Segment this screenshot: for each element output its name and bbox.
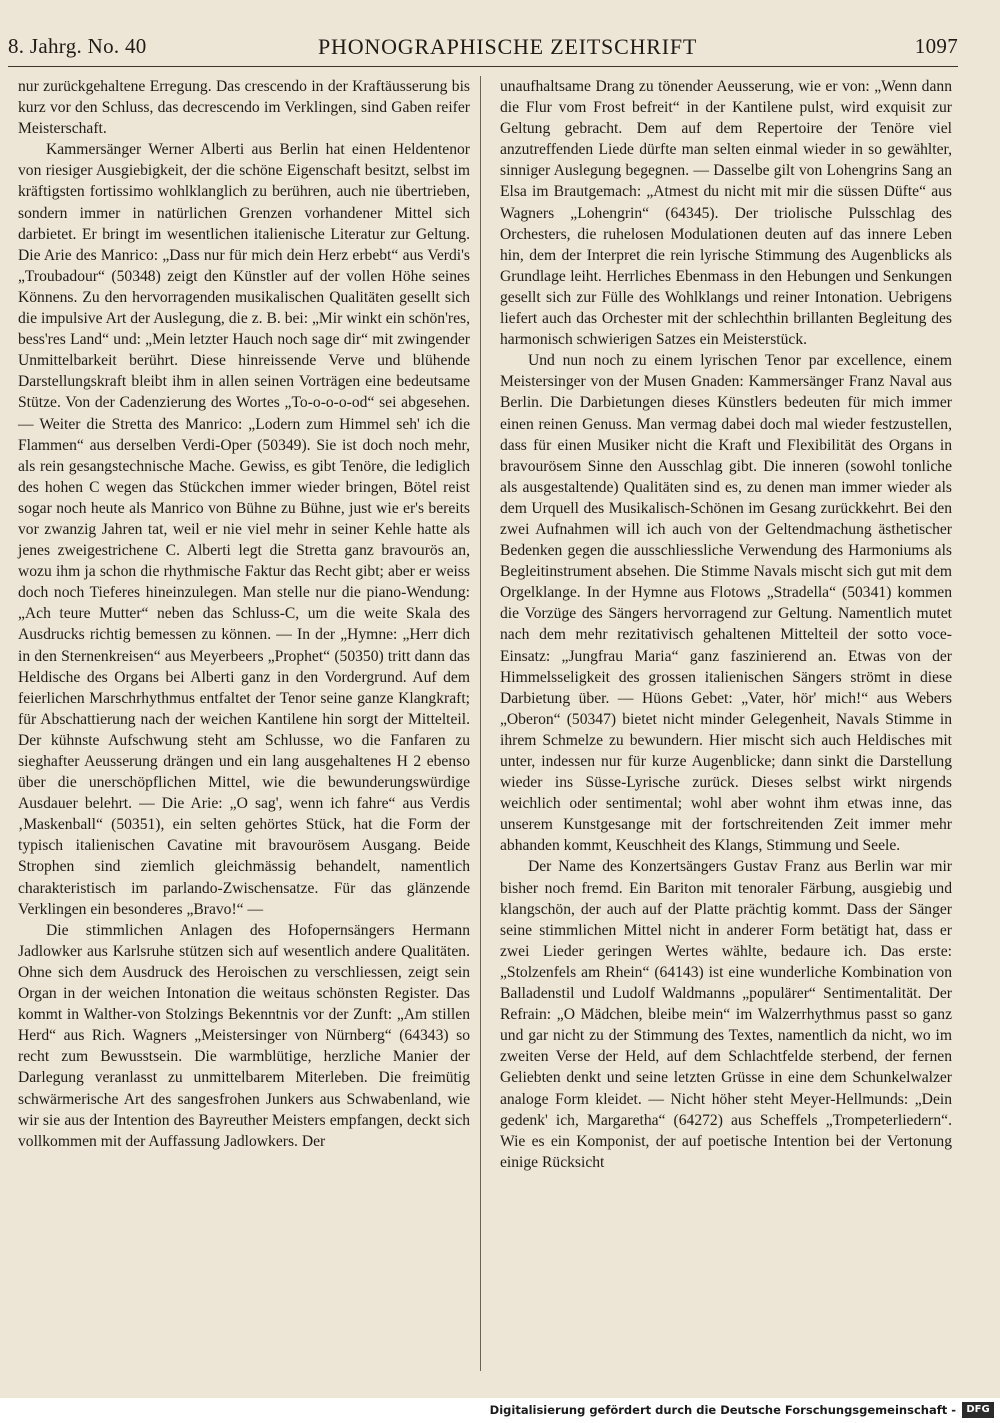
page-header [8,34,958,70]
dfg-logo: DFG [962,1402,994,1418]
paragraph: Der Name des Konzertsängers Gustav Franz aus Berlin war mir bisher noch fremd. Ein Bariton mit tenoraler Färbung, ausgiebig und klangschön, der auch auf der Platte prächtig kommt. Dass der Sänger seine stimmlichen Mittel nicht in anderer Form betätigt hat, dass er zwei Lieder geringen Wertes wählte, bedaure ich. Das erste: „Stolzenfels am Rhein“ (64143) ist eine wunderliche Kombination von Balladenstil und Ludolf Waldmanns „populärer“ Sentimentalität. Der Refrain: „O Mädchen, bleibe mein“ im Walzerrhythmus passt so ganz und gar nicht zu der Stimmung des Textes, namentlich da nicht, wo im zweiten Verse der Held, auf dem Schlachtfelde sterbend, der fernen Geliebten denkt und seine letzten Grüsse in eine dem Schunkelwalzer analoge Form kleidet. — Nicht höher steht Meyer-Hellmunds: „Dein gedenk' ich, Margaretha“ (64272) aus Scheffels „Trompeterliedern“. Wie es ein Komponist, der auf poetische Intention bei der Vertonung einige Rücksicht [500,858,952,1171]
right-column [500,76,952,1173]
column-divider [480,76,481,1371]
paragraph: Die stimmlichen Anlagen des Hofopernsängers Hermann Jadlowker aus Karlsruhe stützen sich auf wesentlich andere Qualitäten. Ohne sich dem Ausdruck des Heroischen zu verschliessen, zeigt sein Organ in der weichen Intonation die weitaus schönsten Register. Das kommt in Walther-von Stolzings Bekenntnis vor der Zunft: „Am stillen Herd“ aus Rich. Wagners „Meistersinger von Nürnberg“ (64343) so recht zum Bewusstsein. Die warmblütige, herzliche Manier der Darlegung veranlasst zu unmittelbarem Miterleben. Die freimütig schwärmerische Art des sangesfrohen Junkers aus Schwabenland, wie wir sie aus der Intention des Bayreuther Meisters empfangen, deckt sich vollkommen mit der Auffassung Jadlowkers. Der [18,921,470,1150]
paragraph: nur zurückgehaltene Erregung. Das crescendo in der Kraftäusserung bis kurz vor den Schluss, das decrescendo im Verklingen, sind Gaben reifer Meisterschaft. [18,78,470,138]
digitization-footer [0,1398,1000,1423]
issue-label: 8. Jahrg. No. 40 [8,34,147,58]
page-number: 1097 [914,34,958,58]
paragraph: Und nun noch zu einem lyrischen Tenor par excellence, einem Meistersinger von der Musen Gnaden: Kammersänger Franz Naval aus Berlin. Die Darbietungen dieses Künstlers bedeuten für mich immer einen reinen Genuss. Man vermag dabei doch mal wieder festzustellen, dass für einen Musiker nicht die Kraft und Flexibilität des Organs in bravourösem Sinne den Ausschlag gibt. Die inneren (sowohl tonliche als ausgestaltende) Qualitäten sind es, zu denen man immer wieder als dem Urquell des Musikalisch-Schönen im Gesang zurückkehrt. Bei den zwei Aufnahmen will ich auch von der Geltendmachung ästhetischer Bedenken gegen die ausschliessliche Verwendung des Harmoniums als Begleitinstrument absehen. Die Stimme Navals mischt sich gut mit dem Orgelklange. In der Hymne aus Flotows „Stradella“ (50341) kommen die Vorzüge des Sängers hervorragend zur Geltung. Namentlich mutet nach dem mehr rezitativisch gehaltenen Mittelteil der sotto voce-Einsatz: „Jungfrau Maria“ ganz faszinierend an. Etwas von der Himmelsseligkeit des grossen italienischen Sängers strömt in diese Darbietung über. — Hüons Gebet: „Vater, hör' mich!“ aus Webers „Oberon“ (50347) bietet nicht minder Gelegenheit, Navals Stimme in ihrem Schmelze zu bewundern. Hier mischt sich auch Heldisches mit unter, indessen nur für kurze Augenblicke; dann sinkt die Darstellung wieder ins Süsse-Lyrische zurück. Dieses selbst wirkt nirgends weichlich oder sentimental; wohl aber wohnt ihm etwas inne, das unserem Kunstgesange mit der fortschreitenden Zeit immer mehr abhanden kommt, Keuschheit des Klangs, Stimmung und Seele. [500,352,952,855]
header-rule [8,66,958,67]
left-column [18,76,470,1152]
paragraph: unaufhaltsame Drang zu tönender Aeusserung, wie er von: „Wenn dann die Flur vom Frost befreit“ in der Kantilene pulst, wird exquisit zur Geltung gebracht. Dem auf dem Repertoire der Tenöre viel anzutreffenden Liede dürfte man selten einmal wieder in so gewählter, sinniger Auslegung begegnen. — Dasselbe gilt von Lohengrins Sang an Elsa im Brautgemach: „Atmest du nicht mit mir die süssen Düfte“ aus Wagners „Lohengrin“ (64345). Der triolische Pulsschlag des Orchesters, die ruhelosen Modulationen deuten auf das innere Leben hin, dem der Interpret die rein lyrische Stimmung des Augenblicks als Grundlage leiht. Herrliches Ebenmass in den Hebungen und Senkungen gesellt sich zur Fülle des Wohlklangs und reiner Intonation. Uebrigens liefert auch das Orchester mit der schlechthin brillanten Begleitung des harmonisch schwierigen Satzes ein Meisterstück. [500,78,952,349]
funding-notice: Digitalisierung gefördert durch die Deutsche Forschungsgemeinschaft - [489,1403,956,1417]
journal-title: PHONOGRAPHISCHE ZEITSCHRIFT [318,34,698,59]
paragraph: Kammersänger Werner Alberti aus Berlin hat einen Heldentenor von riesiger Ausgiebigkeit, der die schöne Eigenschaft besitzt, selbst im kräftigsten fortissimo wohlklanglich zu berühren, auch nie übertrieben, sondern immer in natürlichen Grenzen vorhandener Mittel sich darbietet. Er bringt im wesentlichen italienische Literatur zur Geltung. Die Arie des Manrico: „Dass nur für mich dein Herz erbebt“ aus Verdi's „Troubadour“ (50348) zeigt den Künstler auf der vollen Höhe seines Könnens. Zu den hervorragenden musikalischen Qualitäten gesellt sich die impulsive Art der Auslegung, die z. B. bei: „Mir winkt ein schön'res, bess'res Land“ und: „Mein letzter Hauch noch sage dir“ mit zwingender Unmittelbarkeit berührt. Diese hinreissende Verve und blühende Darstellungskraft bleibt ihm in allen seinen Vorträgen eine bedeutsame Stütze. Von der Cadenzierung des Wortes „To-o-o-o-od“ sei abgesehen. — Weiter die Stretta des Manrico: „Lodern zum Himmel seh' ich die Flammen“ aus derselben Verdi-Oper (50349). Sie ist doch noch mehr, als rein gesangstechnische Mache. Gewiss, es gibt Tenöre, die lediglich des hohen C wegen das Stückchen immer wieder bringen, Bötel reist sogar noch heute als Manrico von Bühne zu Bühne, just wie er's bereits vor zwanzig Jahren tat, weil er nie viel mehr in seiner Kehle hatte als jenes zweigestrichene C. Alberti legt die Stretta ganz bravourös an, wozu ihm ja schon die rhythmische Faktur das Recht gibt; aber er weiss doch noch Tieferes hineinzulegen. Man stelle nur die piano-Wendung: „Ach teure Mutter“ neben das Schluss-C, um die weite Skala des Ausdrucks richtig bemessen zu können. — In der „Hymne: „Herr dich in den Sternenkreisen“ aus Meyerbeers „Prophet“ (50350) tritt dann das Heldische des Organs bei Alberti ganz in den Vordergrund. Auf dem feierlichen Marschrhythmus entfaltet der Tenor seine ganze Klangkraft; für Abschattierung nach der weichen Kantilene hin sorgt der Mittelteil. Der kühnste Aufschwung steht am Schlusse, wo die Fanfaren zu sieghafter Aeusserung drängen und ein lang ausgehaltenes H 2 ebenso über die unerschöpflichen Mittel, wie die bewunderungswürdige Ausdauer belehrt. — Die Arie: „O sag', wenn ich fahre“ aus Verdis ‚Maskenball“ (50351), ein selten gehörtes Stück, hat die Form der typisch italienischen Cavatine mit bravourösem Ausgang. Beide Strophen sind ziemlich gleichmässig behandelt, namentlich charakteristisch im parlando-Zwischensatze. Für das glänzende Verklingen ein besonderes „Bravo!“ — [18,141,470,918]
